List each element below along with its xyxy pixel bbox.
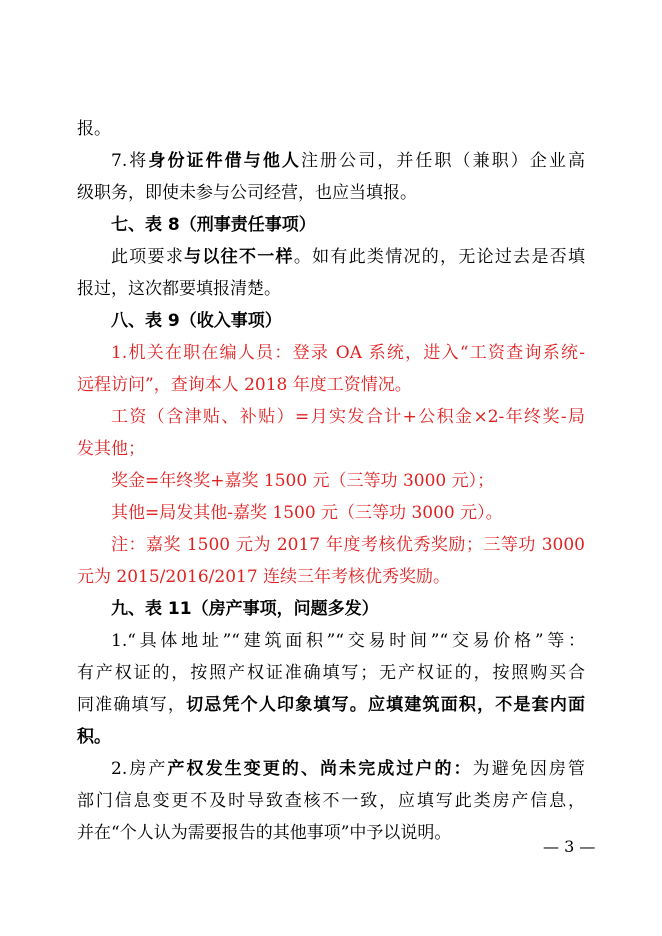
section-heading: 八、表 9（收入事项） [111, 311, 282, 331]
paragraph-line: 级职务，即使未参与公司经营，也应当填报。 [77, 183, 417, 203]
bold-text: 与以往不一样 [184, 247, 294, 267]
paragraph-line: 部门信息变更不及时导致查核不一致，应填写此类房产信息， [77, 791, 585, 811]
paragraph-line [111, 246, 585, 268]
text: 同准确填写， [77, 695, 187, 715]
text: 注册公司，并任职（兼职）企业高 [300, 151, 585, 171]
bold-text: 身份证件借与他人 [148, 151, 301, 171]
paragraph-line: 报过，这次都要填报清楚。 [77, 279, 281, 299]
section-heading: 九、表 11（房产事项，问题多发） [111, 599, 379, 619]
red-paragraph-line: 元为 2015/2016/2017 连续三年考核优秀奖励。 [77, 567, 451, 587]
red-paragraph-line: 1.机关在职在编人员：登录 OA 系统，进入“工资查询系统- [111, 343, 585, 363]
page-number: — 3 — [543, 837, 596, 856]
paragraph-line: 有产权证的，按照产权证准确填写；无产权证的，按照购买合 [77, 663, 585, 683]
red-paragraph-line: 工资（含津贴、补贴）=月实发合计+公积金×2-年终奖-局 [111, 407, 585, 427]
paragraph-line [77, 118, 111, 140]
text: 。如有此类情况的，无论过去是否填 [293, 247, 586, 267]
red-paragraph-line: 奖金=年终奖+嘉奖 1500 元（三等功 3000 元）； [111, 471, 495, 491]
red-paragraph-line: 其他=局发其他-嘉奖 1500 元（三等功 3000 元）。 [111, 503, 503, 523]
section-heading: 七、表 8（刑事责任事项） [111, 215, 316, 235]
text: 为避免因房管 [472, 759, 586, 779]
red-paragraph-line: 远程访问”，查询本人 2018 年度工资情况。 [77, 375, 412, 395]
text: 2.房产 [111, 759, 168, 779]
paragraph-line [111, 758, 585, 780]
paragraph-line: 并在“个人认为需要报告的其他事项”中予以说明。 [77, 823, 452, 843]
text: 此项要求 [111, 247, 185, 267]
paragraph-line [111, 150, 585, 172]
text: 7.将 [111, 151, 149, 171]
red-paragraph-line: 发其他； [77, 439, 145, 459]
bold-text: 产权发生变更的、尚未完成过户的： [167, 759, 473, 779]
paragraph-line: 积。 [77, 727, 111, 747]
bold-text: 切忌凭个人印象填写。应填建筑面积，不是套内面 [186, 695, 586, 715]
paragraph-line [77, 694, 585, 716]
red-paragraph-line: 注：嘉奖 1500 元为 2017 年度考核优秀奖励；三等功 3000 [111, 535, 585, 555]
text: 报。 [77, 119, 111, 139]
paragraph-line: 1.“具体地址”“建筑面积”“交易时间”“交易价格”等： [111, 631, 585, 651]
